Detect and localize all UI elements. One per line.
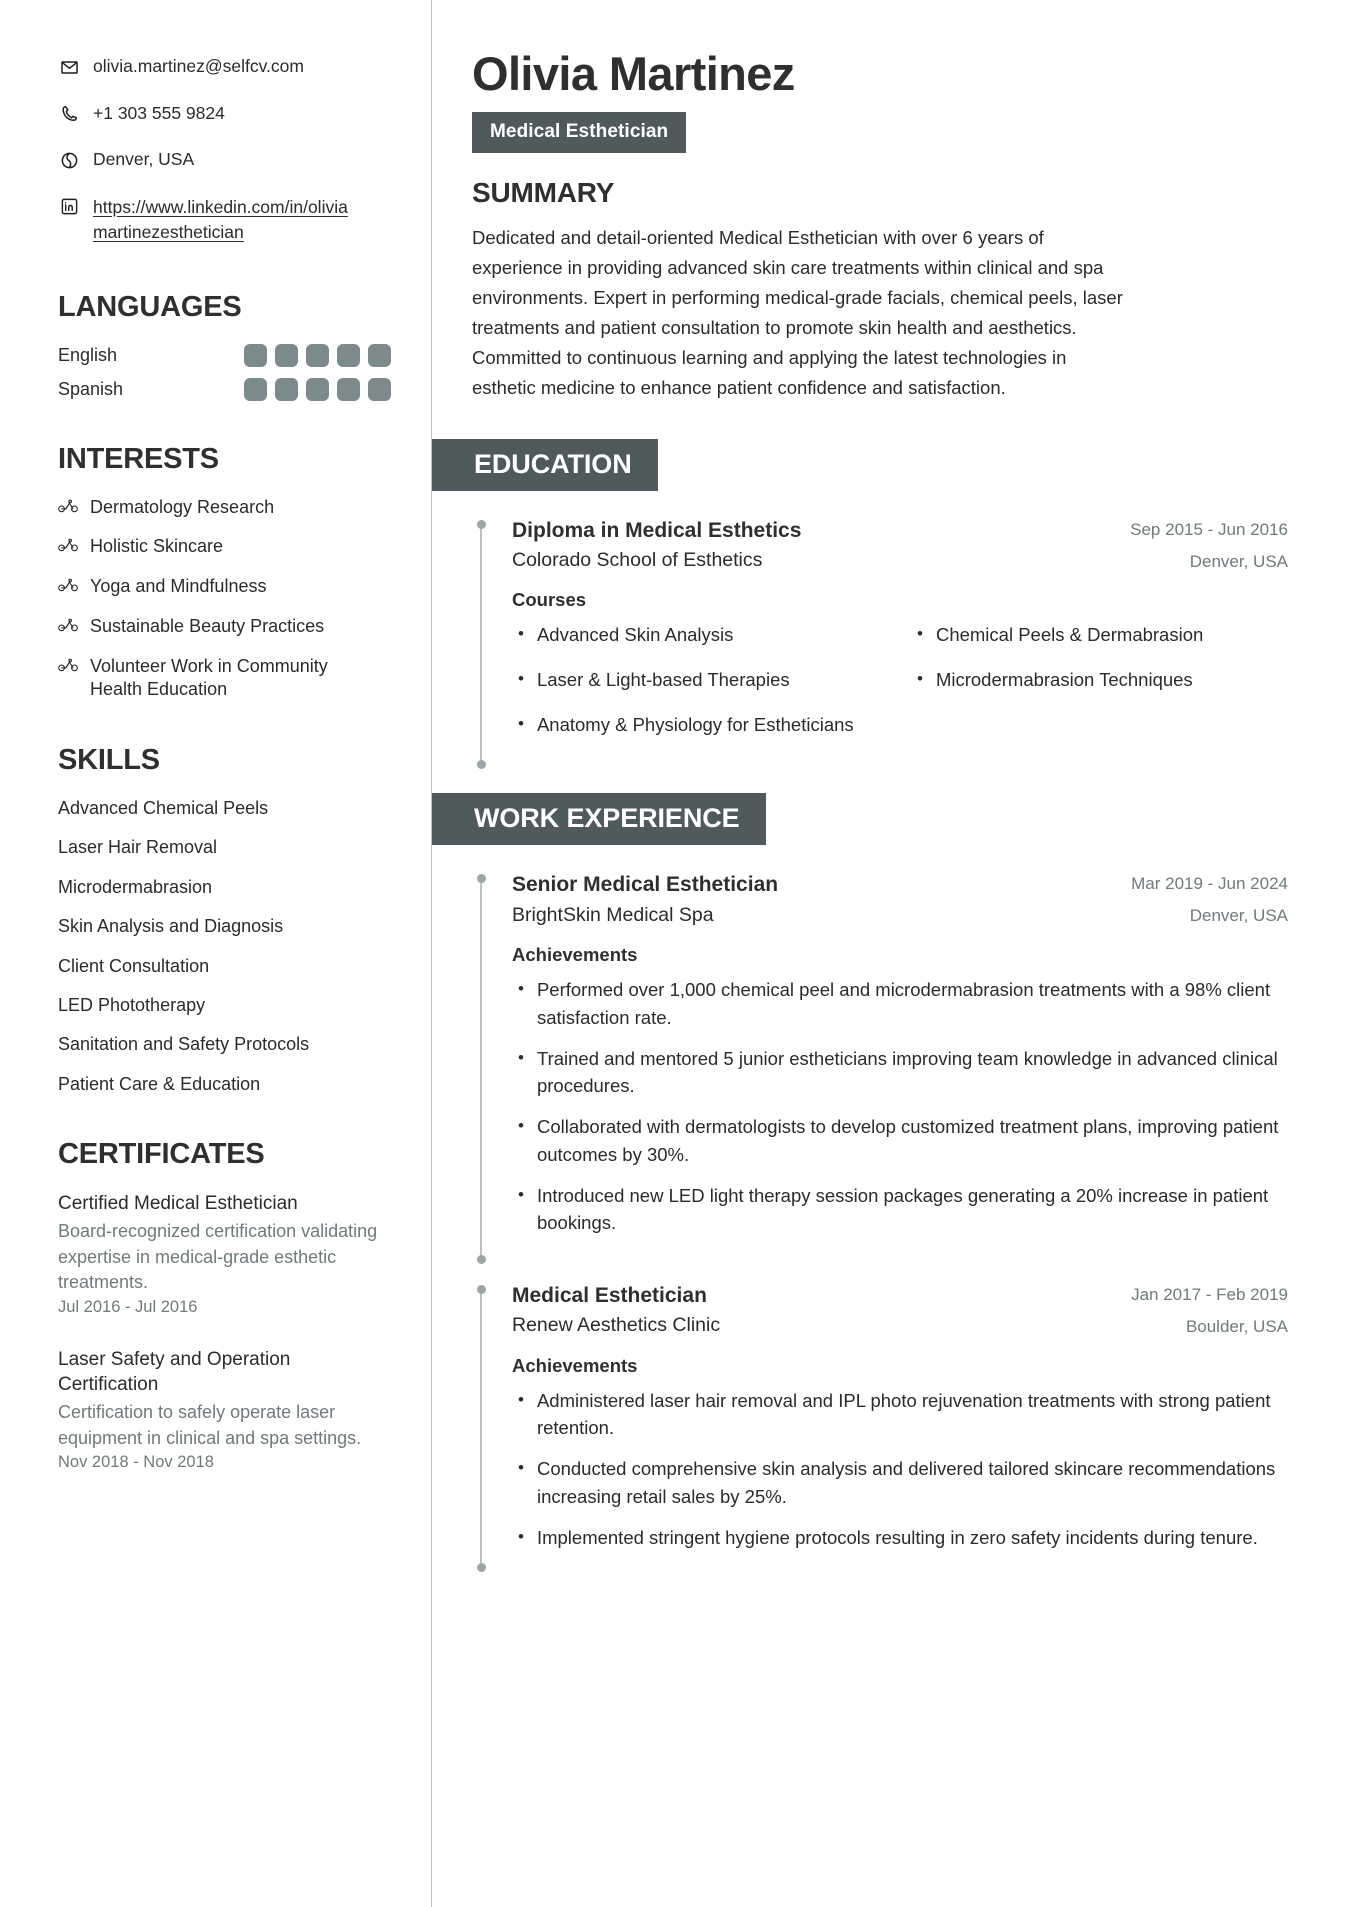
bullet-point: • — [518, 668, 524, 688]
course-item — [518, 711, 889, 739]
bicycle-icon — [58, 578, 78, 598]
achievement-text: Performed over 1,000 chemical peel and microdermabrasion treatments with a 98% client satisfaction rate. — [536, 979, 1271, 1028]
certificate-date: Nov 2018 - Nov 2018 — [58, 1453, 214, 1472]
course-label: Advanced Skin Analysis — [536, 624, 734, 646]
certificate-description: Certification to safely operate laser equipment in clinical and spa settings. — [58, 1402, 362, 1448]
contact-list — [58, 55, 391, 245]
skill-item: Patient Care & Education — [58, 1073, 261, 1094]
interest-item — [58, 535, 391, 559]
work-location: Denver, USA — [1189, 906, 1288, 926]
interest-label: Dermatology Research — [90, 496, 275, 517]
rating-dot — [337, 344, 360, 367]
interest-item — [58, 655, 391, 703]
certificate-name: Laser Safety and Operation Certification — [58, 1348, 291, 1395]
achievement-text: Administered laser hair removal and IPL photo rejuvenation treatments with strong patient retention. — [536, 1389, 1271, 1439]
skill-item: Sanitation and Safety Protocols — [58, 1034, 310, 1055]
certificate-description: Board-recognized certification validating expertise in medical-grade esthetic treatments. — [58, 1221, 378, 1293]
email-value: olivia.martinez@selfcv.com — [93, 56, 304, 76]
work-title: Medical Esthetician — [512, 1284, 707, 1308]
skills-section — [58, 744, 391, 1096]
interest-item — [58, 575, 391, 599]
achievement-item — [518, 1182, 1288, 1238]
course-item — [917, 666, 1288, 694]
interest-label: Sustainable Beauty Practices — [90, 615, 325, 636]
phone-icon — [58, 103, 80, 125]
contact-item-location — [58, 148, 391, 172]
page-title: Olivia Martinez — [472, 47, 795, 100]
bullet-point: • — [917, 668, 923, 688]
rating-dot — [244, 378, 267, 401]
timeline-rail — [480, 526, 482, 766]
envelope-icon — [58, 56, 80, 78]
course-item — [518, 621, 889, 649]
courses-list — [512, 621, 1288, 755]
globe-icon — [58, 149, 80, 171]
bullet-point: • — [518, 1116, 524, 1136]
work-entry — [472, 1282, 1288, 1568]
interest-label: Holistic Skincare — [90, 536, 224, 557]
rating-dot — [275, 378, 298, 401]
language-item — [58, 378, 391, 401]
achievement-text: Implemented stringent hygiene protocols resulting in zero safety incidents during tenure. — [536, 1526, 1258, 1548]
achievement-item — [518, 976, 1288, 1032]
certificates-section — [58, 1138, 391, 1472]
rating-dot — [368, 344, 391, 367]
linkedin-icon — [58, 196, 80, 218]
job-title-badge: Medical Esthetician — [472, 112, 686, 153]
skill-item: Laser Hair Removal — [58, 837, 218, 858]
certificate-item — [58, 1191, 391, 1317]
rating-dot — [306, 378, 329, 401]
certificate-name: Certified Medical Esthetician — [58, 1193, 298, 1215]
work-date: Jan 2017 - Feb 2019 — [1131, 1285, 1288, 1305]
bullet-point: • — [518, 713, 524, 733]
summary-text: Dedicated and detail-oriented Medical Esthetician with over 6 years of experience in providing advanced skin care treatments within clinical and spa environments. Expert in performing medical-grade facials, chemical peels, laser treatments and patient consultation to promote skin health and aesthetics. Committed to continuous learning and applying the latest technologies in esthetic medicine to enhance patient confidence and satisfaction. — [472, 226, 1123, 398]
interests-heading: INTERESTS — [58, 442, 219, 475]
interest-label: Volunteer Work in Community Health Education — [90, 655, 328, 700]
bicycle-icon — [58, 538, 78, 558]
contact-item-email — [58, 55, 391, 79]
rating-dot — [306, 344, 329, 367]
skills-heading: SKILLS — [58, 744, 160, 777]
course-label: Chemical Peels & Dermabrasion — [935, 624, 1204, 646]
achievement-item — [518, 1524, 1288, 1552]
achievement-text: Trained and mentored 5 junior estheticians improving team knowledge in advanced clinical procedures. — [536, 1047, 1278, 1097]
work-company: BrightSkin Medical Spa — [512, 903, 714, 926]
linkedin-link[interactable]: https://www.linkedin.com/in/oliviamartinezesthetician — [93, 196, 348, 242]
languages-heading: LANGUAGES — [58, 290, 242, 323]
phone-value: +1 303 555 9824 — [93, 102, 225, 123]
education-entry — [472, 517, 1288, 766]
rating-dot — [368, 378, 391, 401]
bullet-point: • — [518, 1047, 524, 1067]
timeline-rail — [480, 1291, 482, 1568]
contact-item-linkedin[interactable] — [58, 195, 391, 245]
language-level-rating — [244, 344, 391, 367]
location-value: Denver, USA — [93, 149, 195, 170]
bullet-point: • — [518, 624, 524, 644]
work-title: Senior Medical Esthetician — [512, 873, 779, 897]
interest-item — [58, 496, 391, 520]
education-heading: EDUCATION — [432, 439, 658, 491]
education-date: Sep 2015 - Jun 2016 — [1130, 519, 1288, 539]
language-name: English — [58, 344, 118, 365]
bullet-point: • — [518, 1458, 524, 1478]
achievement-text: Collaborated with dermatologists to develop customized treatment plans, improving patient outcomes by 30%. — [536, 1116, 1279, 1165]
achievement-item — [518, 1113, 1288, 1169]
certificate-date: Jul 2016 - Jul 2016 — [58, 1297, 198, 1316]
interests-section — [58, 443, 391, 703]
summary-heading: SUMMARY — [472, 176, 615, 208]
interest-item — [58, 615, 391, 639]
bullet-point: • — [518, 1184, 524, 1204]
rating-dot — [275, 344, 298, 367]
bullet-point: • — [917, 624, 923, 644]
education-school: Colorado School of Esthetics — [512, 548, 763, 571]
achievement-text: Introduced new LED light therapy session packages generating a 20% increase in patient bookings. — [536, 1184, 1269, 1234]
skill-item: Microdermabrasion — [58, 876, 213, 897]
timeline-rail — [480, 880, 482, 1260]
rating-dot — [337, 378, 360, 401]
work-experience-heading: WORK EXPERIENCE — [432, 793, 766, 845]
work-company: Renew Aesthetics Clinic — [512, 1314, 721, 1337]
achievements-list — [512, 1387, 1288, 1552]
bicycle-icon — [58, 618, 78, 638]
language-level-rating — [244, 378, 391, 401]
course-label: Anatomy & Physiology for Estheticians — [536, 713, 854, 735]
rating-dot — [244, 344, 267, 367]
course-label: Laser & Light-based Therapies — [536, 668, 790, 690]
work-entry — [472, 871, 1288, 1260]
certificates-heading: CERTIFICATES — [58, 1138, 265, 1171]
languages-section — [58, 291, 391, 401]
achievement-text: Conducted comprehensive skin analysis and delivered tailored skincare recommendations increasing retail sales by 25%. — [536, 1458, 1276, 1507]
certificate-item — [58, 1347, 391, 1472]
achievement-item — [518, 1455, 1288, 1511]
bullet-point: • — [518, 979, 524, 999]
education-location: Denver, USA — [1189, 551, 1288, 571]
course-label: Microdermabrasion Techniques — [935, 668, 1193, 690]
education-section-header — [432, 439, 1288, 491]
work-date: Mar 2019 - Jun 2024 — [1131, 874, 1288, 894]
interest-label: Yoga and Mindfulness — [90, 576, 267, 597]
achievement-item — [518, 1045, 1288, 1101]
sidebar — [0, 0, 432, 1907]
achievement-item — [518, 1387, 1288, 1443]
skill-item: LED Phototherapy — [58, 995, 206, 1016]
education-degree: Diploma in Medical Esthetics — [512, 518, 802, 542]
skill-item: Skin Analysis and Diagnosis — [58, 916, 284, 937]
achievements-label: Achievements — [512, 1354, 638, 1376]
achievements-label: Achievements — [512, 944, 638, 966]
courses-label: Courses — [512, 589, 587, 611]
skill-item: Advanced Chemical Peels — [58, 798, 269, 819]
achievements-list — [512, 976, 1288, 1237]
work-experience-section-header — [432, 793, 1288, 845]
bicycle-icon — [58, 658, 78, 678]
main-content — [432, 0, 1350, 1907]
contact-item-phone — [58, 102, 391, 126]
language-item — [58, 344, 391, 367]
bullet-point: • — [518, 1389, 524, 1409]
bullet-point: • — [518, 1526, 524, 1546]
language-name: Spanish — [58, 378, 124, 399]
course-item — [917, 621, 1288, 649]
course-item — [518, 666, 889, 694]
skill-item: Client Consultation — [58, 955, 210, 976]
bicycle-icon — [58, 499, 78, 519]
work-location: Boulder, USA — [1185, 1317, 1288, 1337]
